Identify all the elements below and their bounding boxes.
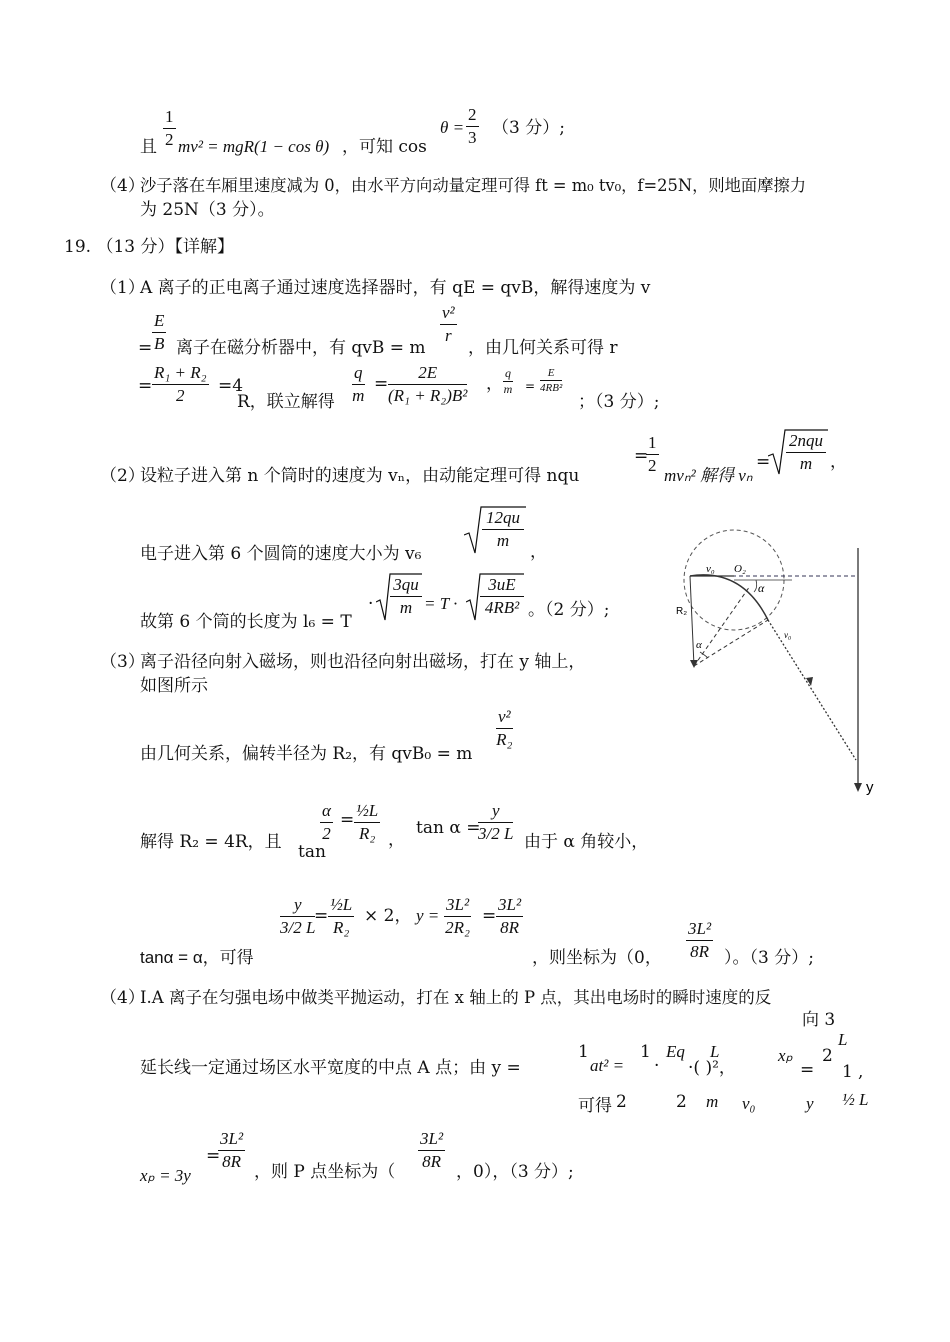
label-v0b: v₀ bbox=[784, 630, 792, 640]
q19-p4-dot: · bbox=[654, 1056, 660, 1076]
q19-p4-line3b: ，则 P 点坐标为（ bbox=[254, 1162, 396, 1182]
q19-p3-line3: 由几何关系，偏转半径为 R₂，有 qvB₀ = m bbox=[140, 744, 473, 764]
q19-p4-P-fraction: $\frac{\text{3L²}}{8R}$ bbox=[420, 1129, 444, 1171]
q19-p2-v6-sqrt: $\frac{12qu}{m}$ bbox=[464, 505, 526, 555]
q19-p2-l6b-sqrt: $\frac{3uE}{\text{4RB²}}$ bbox=[466, 572, 524, 622]
q19-p1-line2b: ，由几何关系可得 r bbox=[468, 338, 618, 358]
q19-p2-dot: · bbox=[368, 594, 374, 614]
q19-p2-sqrt: 2nqu m bbox=[768, 428, 828, 476]
q19-p4-L: L bbox=[710, 1042, 720, 1061]
q18-score: （3 分）; bbox=[492, 118, 565, 138]
q18-line-prefix: 且 bbox=[140, 137, 157, 157]
q19-p4-Eq: Eq bbox=[666, 1042, 685, 1061]
q19-p3-approx: tanα = α，可得 bbox=[140, 948, 254, 967]
q19-p2-line2: 电子进入第 6 个圆筒的速度大小为 v₆ bbox=[140, 544, 422, 564]
label-alpha1: α bbox=[696, 639, 702, 651]
q19-p4-score: ，0），（3 分）; bbox=[456, 1162, 574, 1182]
q19-p2-line1: 设粒子进入第 n 个筒时的速度为 vₙ，由动能定理可得 nqu bbox=[140, 466, 580, 486]
label-y: y bbox=[866, 779, 874, 796]
q19-p2-mv: mvₙ² 解得 vₙ bbox=[664, 466, 753, 485]
q19-p3-yv1: $\frac{\text{3L²}}{\text{2R₂}}$ bbox=[445, 895, 470, 937]
q19-p4-m: m bbox=[706, 1092, 719, 1111]
label-O2: O₂ bbox=[734, 563, 746, 575]
q19-p4-line1b: 向 3 bbox=[802, 1010, 836, 1030]
q19-p1-result2-eq: = bbox=[525, 379, 536, 393]
radius-R2-2 bbox=[694, 620, 768, 666]
q19-p2-comma2: ， bbox=[530, 542, 547, 562]
q19-p3-score: ）。（3 分）; bbox=[724, 948, 814, 968]
q19-p4-line3a: xₚ = 3y bbox=[140, 1166, 191, 1185]
q19-p2-label: （2） bbox=[100, 466, 145, 486]
q19-p4-one: 1 bbox=[842, 1062, 853, 1082]
q19-p3-line1: 离子沿径向射入磁场，则也沿径向射出磁场，打在 y 轴上， bbox=[140, 652, 586, 672]
q18-theta-fraction: $\frac{2}{3}$ bbox=[468, 105, 477, 147]
label-alpha: α bbox=[758, 581, 765, 595]
label-v0: v₀ bbox=[706, 563, 715, 575]
q19-p2-eq2: = bbox=[756, 452, 771, 472]
q19-p1-qm-fraction: $\frac{q}{m}$ bbox=[352, 363, 365, 405]
q19-p3-coord: ，则坐标为（0， bbox=[532, 948, 662, 968]
q19-p4-line3-eq: = bbox=[206, 1146, 221, 1166]
q19-p1-result2-fraction: $\frac{q}{m}$ bbox=[503, 366, 513, 396]
q19-p1-qm-eq: = bbox=[374, 374, 389, 394]
q19-p1-result2-value: $\frac{E}{\text{4RB²}}$ bbox=[540, 367, 563, 394]
q18-text-mid: ，可知 cos bbox=[342, 137, 427, 157]
q18-half-fraction: $\frac{1}{2}$ bbox=[165, 107, 174, 149]
q19-p4-L2: L bbox=[838, 1030, 848, 1049]
q19-p3-line4: 解得 R₂ = 4R，且 bbox=[140, 832, 282, 852]
q19-p3-yv-eq: = bbox=[482, 906, 497, 926]
q19-p2-comma: ， bbox=[830, 452, 847, 472]
q19-p3-tanalpha: tan α = bbox=[416, 818, 481, 838]
q19-p2-score: 。（2 分）; bbox=[528, 600, 610, 620]
q19-p3-comma: ， bbox=[388, 830, 405, 850]
q19-p2-l6-sqrt: $\frac{3qu}{m}$ bbox=[376, 572, 422, 622]
q19-p4-at: at² = bbox=[590, 1056, 625, 1075]
q19-p2-half: $\frac{1}{2}$ bbox=[648, 433, 657, 475]
q19-p3-coord-fraction: $\frac{\text{3L²}}{8R}$ bbox=[688, 919, 712, 961]
q19-p3-tan: tan bbox=[298, 842, 326, 862]
q19-p1-line2: 离子在磁分析器中，有 qvB = m bbox=[176, 338, 426, 358]
q19-p1-line1: A 离子的正电离子通过速度选择器时，有 qE = qvB，解得速度为 v bbox=[140, 278, 651, 298]
q19-p3-y32L: $\frac{y}{3/2 L}$ bbox=[478, 801, 514, 843]
q19-p3-eqA-right: $\frac{\text{½L}}{\text{R₂}}$ bbox=[330, 895, 353, 937]
q19-p3-small-angle: 由于 α 角较小， bbox=[524, 832, 649, 852]
q19-p4-xp: xₚ bbox=[778, 1046, 793, 1065]
q19-p3-L2R2: $\frac{\text{½L}}{\text{R₂}}$ bbox=[356, 801, 379, 843]
q18-part4-line1: 沙子落在车厢里速度减为 0，由水平方向动量定理可得 ft = m₀ tv₀，f=25N，则地面摩擦力 bbox=[140, 176, 807, 195]
trajectory-figure bbox=[672, 528, 892, 800]
q19-p4-v0: v₀ bbox=[742, 1094, 756, 1113]
q19-p4-half-num: 1 bbox=[578, 1042, 589, 1062]
q19-p4-comma: , bbox=[858, 1062, 864, 1082]
q19-p4-line2: 延长线一定通过场区水平宽度的中点 A 点；由 y = bbox=[140, 1058, 521, 1078]
q19-p1-joint: R，联立解得 bbox=[237, 392, 335, 412]
q19-p4-2b: 2 bbox=[616, 1092, 627, 1112]
q19-p4-half2: 1 bbox=[640, 1042, 651, 1062]
q18-part4-label: （4） bbox=[100, 176, 145, 196]
q19-p2-line3: 故第 6 个筒的长度为 l₆ = T bbox=[140, 612, 352, 632]
q19-p2-l6-mid: = T · bbox=[424, 594, 458, 613]
q19-p3-v2R2-fraction: $\frac{\text{v²}}{\text{R₂}}$ bbox=[496, 707, 513, 749]
radius-R2 bbox=[690, 576, 694, 666]
q19-p3-y-eq: y = bbox=[416, 906, 440, 925]
q19-header: 19. （13 分）【详解】 bbox=[64, 237, 234, 257]
q19-p1-comma: ， bbox=[486, 374, 503, 394]
q19-p4-paren: ·( )²， bbox=[688, 1058, 736, 1078]
alpha1-arc bbox=[700, 652, 708, 658]
q19-p3-label: （3） bbox=[100, 652, 145, 672]
q18-part4-line2: 为 25N（3 分）。 bbox=[140, 200, 275, 220]
q19-p3-alpha2: $\frac{\alpha}{2}$ bbox=[322, 801, 331, 843]
y-axis-arrow bbox=[854, 783, 862, 792]
q19-p4-kede: 可得 bbox=[578, 1096, 612, 1116]
q19-p3-yv2: $\frac{\text{3L²}}{8R}$ bbox=[498, 895, 522, 937]
q19-p4-2a: 2 bbox=[822, 1046, 833, 1066]
q19-p1-eq2: = bbox=[138, 376, 153, 396]
q19-p3-line2: 如图所示 bbox=[140, 676, 208, 696]
q19-p4-label: （4） bbox=[100, 988, 145, 1008]
q19-p1-v-fraction: $\frac{E}{B}$ bbox=[154, 311, 165, 353]
q19-p1-eq: = bbox=[138, 338, 153, 358]
alpha-arc bbox=[754, 580, 757, 592]
exit-path bbox=[768, 620, 856, 760]
q19-p3-eqA-left: $\frac{y}{3/2 L}$ bbox=[280, 895, 316, 937]
q19-p4-eq: = bbox=[800, 1060, 815, 1080]
q19-p1-r-fraction: $\frac{\text{R₁ + R₂}}{2}$ bbox=[154, 363, 207, 405]
label-R2: R₂ bbox=[676, 606, 688, 617]
q19-p1-result-fraction: $\frac{2E}{\text{(R₁ + R₂)B²}}$ bbox=[388, 363, 468, 405]
q18-theta-eq: θ = bbox=[440, 118, 465, 137]
q19-p1-label: （1） bbox=[100, 278, 145, 298]
q19-p1-score: ；（3 分）; bbox=[578, 392, 660, 412]
q19-p3-eqA-x2: × 2， bbox=[364, 906, 412, 926]
q19-p4-line1: I.A 离子在匀强电场中做类平抛运动，打在 x 轴上的 P 点，其出电场时的瞬时速度的反 bbox=[140, 988, 772, 1007]
q19-p3-eq: = bbox=[340, 810, 355, 830]
q19-p4-2c: 2 bbox=[676, 1092, 687, 1112]
q19-p2-eq: = bbox=[634, 446, 649, 466]
q19-p1-v2r-fraction: $\frac{\text{v²}}{r}$ bbox=[442, 303, 455, 345]
q19-p4-x-fraction: $\frac{\text{3L²}}{8R}$ bbox=[220, 1129, 244, 1171]
q19-p1-r-value: =4 bbox=[218, 376, 244, 396]
q19-p4-y: y bbox=[806, 1094, 814, 1113]
q18-energy-equation: mv² = mgR(1 − cos θ) bbox=[178, 137, 330, 156]
q19-p4-halfL: ½ L bbox=[842, 1090, 869, 1109]
q19-p3-eqA-mid: = bbox=[314, 906, 329, 926]
